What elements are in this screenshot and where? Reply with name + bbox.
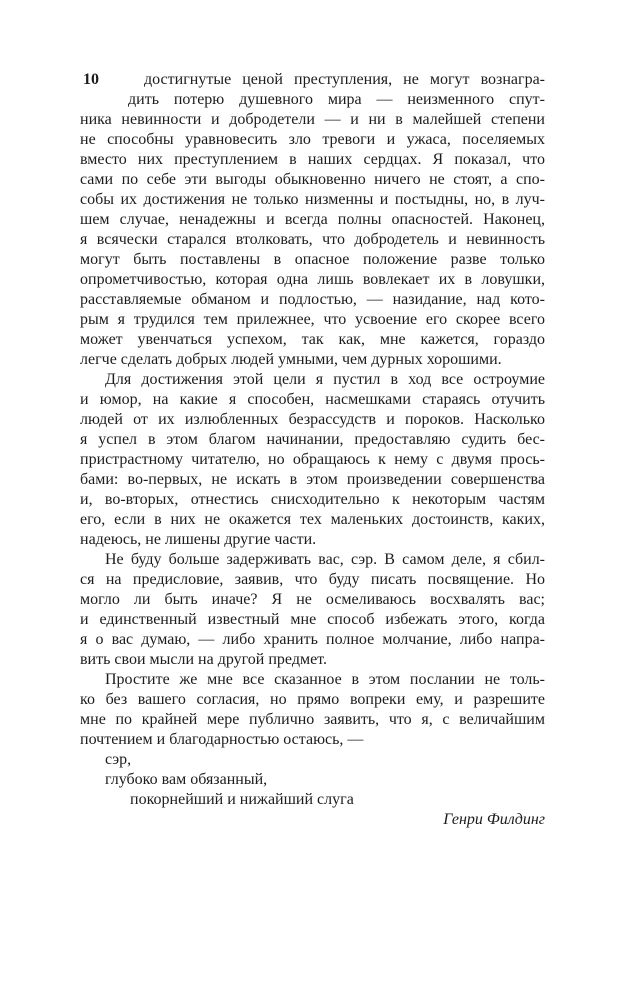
text-line: легче сделать добрых людей умными, чем дурных хорошими.: [80, 351, 502, 368]
text-line: и юмор, на какие я способен, насмешками стараясь отучить: [80, 391, 545, 408]
text-line: могут быть поставлены в опасное положение разве только: [80, 251, 545, 268]
body-lines: [80, 70, 545, 810]
text-line: рым я трудился тем прилежнее, что усвоение его скорее всего: [80, 311, 545, 328]
text-line: сами по себе эти выгоды обыкновенно ничего не стоят, а спо-: [80, 171, 545, 188]
text-line: вместо них преступлением в наших сердцах. Я показал, что: [80, 151, 545, 168]
text-line: достигнутые ценой преступления, не могут вознагра-: [144, 71, 545, 88]
continuation-paragraph: [80, 70, 545, 370]
text-line: пристрастному читателю, но обращаюсь к нему с двумя прось-: [80, 451, 545, 468]
text-line: его, если в них не окажется тех маленьких достоинств, каких,: [80, 511, 545, 528]
text-line: Не буду больше задерживать вас, сэр. В самом деле, я сбил-: [105, 551, 545, 568]
author-signature: Генри Филдинг: [443, 811, 545, 828]
text-line: ко без вашего согласия, но прямо вопреки ему, и разрешите: [80, 691, 545, 708]
text-line: надеюсь, не лишены другие части.: [80, 531, 317, 548]
paragraph: [80, 550, 545, 670]
paragraph: [80, 370, 545, 550]
text-line: опрометчивостью, которая одна лишь вовлекает их в ловушки,: [80, 271, 545, 288]
text-line: могло ли быть иначе? Я не осмеливаюсь восхвалять вас;: [80, 591, 545, 608]
text-line: людей от их излюбленных безрассудств и пороков. Насколько: [80, 411, 545, 428]
text-line: я о вас думаю, — либо хранить полное молчание, либо напра-: [80, 631, 545, 648]
text-line: Для достижения этой цели я пустил в ход все остроумие: [105, 371, 545, 388]
text-line: Простите же мне все сказанное в этом послании не толь-: [105, 671, 545, 688]
text-line: шем случае, ненадежны и всегда полны опасностей. Наконец,: [80, 211, 545, 228]
closing-lines: [80, 750, 545, 810]
text-line: расставляемые обманом и подлостью, — назидание, над кото-: [80, 291, 545, 308]
text-line: и единственный известный мне способ избежать этого, когда: [80, 611, 545, 628]
text-line: мне по крайней мере публично заявить, что я, с величайшим: [80, 711, 545, 728]
text-line: покорнейший и нижайший слуга: [130, 791, 354, 808]
page-number: 10: [83, 71, 99, 88]
text-block: [80, 70, 545, 830]
text-line: собы их достижения не только низменны и постыдны, но, в луч-: [80, 191, 545, 208]
text-line: ника невинности и добродетели — и ни в малейшей степени: [80, 111, 545, 128]
text-line: вить свои мысли на другой предмет.: [80, 651, 327, 668]
text-line: я всячески старался втолковать, что добродетель и невинность: [80, 231, 545, 248]
text-line: сэр,: [105, 751, 132, 768]
text-line: не способны уравновесить зло тревоги и ужаса, поселяемых: [80, 131, 545, 148]
text-line: и, во-вторых, отнестись снисходительно к некоторым частям: [80, 491, 545, 508]
paragraph: [80, 670, 545, 750]
text-line: ся на предисловие, заявив, что буду писать посвящение. Но: [80, 571, 545, 588]
text-line: бами: во-первых, не искать в этом произведении совершенства: [80, 471, 545, 488]
text-line: почтением и благодарностью остаюсь, —: [80, 731, 364, 748]
text-line: глубоко вам обязанный,: [105, 771, 268, 788]
text-line: может увенчаться успехом, так как, мне кажется, гораздо: [80, 331, 545, 348]
text-line: я успел в этом благом начинании, предоставляю судить бес-: [80, 431, 545, 448]
text-line: дить потерю душевного мира — неизменного спут-: [128, 91, 545, 108]
